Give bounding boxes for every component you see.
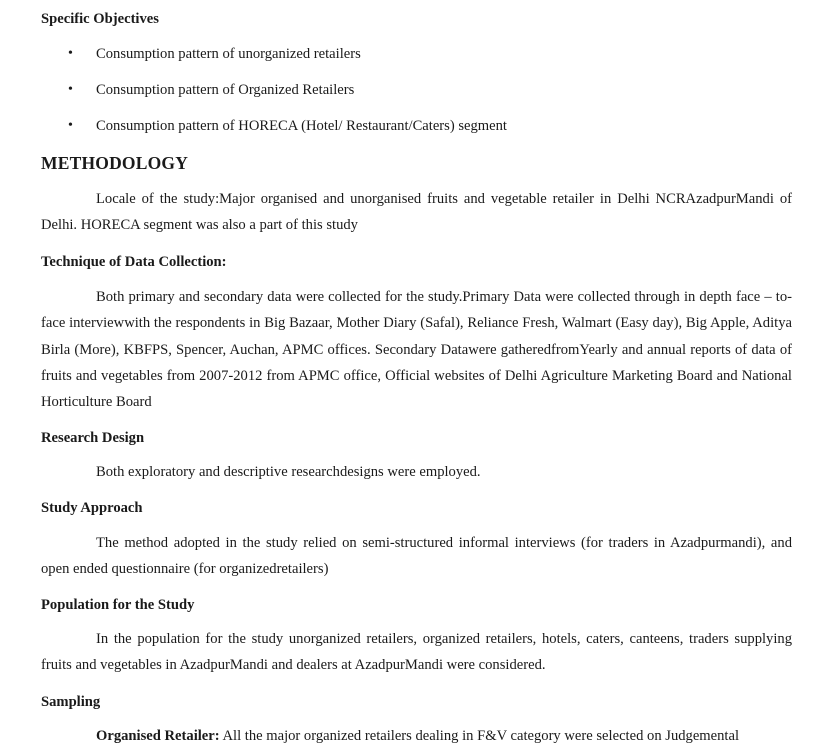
methodology-paragraph: Locale of the study:Major organised and unorganised fruits and vegetable retailer in Delhi NCRAzadpurMandi of Delhi. HORECA segment was also a part of this study [41, 191, 792, 234]
data-collection-heading: Technique of Data Collection: [41, 254, 227, 270]
list-item-text: Consumption pattern of HORECA (Hotel/ Restaurant/Caters) segment [96, 118, 507, 134]
sampling-paragraph [41, 723, 792, 749]
population-heading: Population for the Study [41, 597, 195, 613]
bullet-icon: • [68, 46, 73, 61]
sampling-text: All the major organized retailers dealing in F&V category were selected on Judgemental [222, 728, 740, 744]
sampling-heading: Sampling [41, 694, 101, 710]
bullet-icon: • [68, 118, 73, 133]
study-approach-heading: Study Approach [41, 500, 143, 516]
population-paragraph: In the population for the study unorganized retailers, organized retailers, hotels, caters, canteens, traders supplying fruits and vegetables in AzadpurMandi and dealers at AzadpurMandi were considered. [41, 631, 792, 674]
study-approach-paragraph: The method adopted in the study relied on semi-structured informal interviews (for traders in Azadpurmandi), and open ended questionnaire (for organizedretailers) [41, 535, 792, 578]
sampling-lead: Organised Retailer: [96, 728, 220, 744]
list-item-text: Consumption pattern of Organized Retailers [96, 82, 355, 98]
data-collection-paragraph: Both primary and secondary data were collected for the study.Primary Data were collected through in depth face – to- face interviewwith the respondents in Big Bazaar, Mother Diary (Safal), Reliance Fresh, Walmart (Easy day), Big Apple, Aditya Birla (More), KBFPS, Spencer, Auchan, APMC offices. Secondary Datawere gatheredfromYearly and annual reports of data of fruits and vegetables from 2007-2012 from APMC office, Official websites of Delhi Agriculture Marketing Board and National Horticulture Board [41, 289, 792, 411]
research-design-paragraph: Both exploratory and descriptive researchdesigns were employed. [96, 464, 481, 480]
specific-objectives-heading: Specific Objectives [41, 11, 159, 27]
research-design-heading: Research Design [41, 430, 145, 446]
list-item-text: Consumption pattern of unorganized retailers [96, 46, 361, 62]
methodology-heading: METHODOLOGY [41, 153, 189, 173]
bullet-icon: • [68, 82, 73, 97]
